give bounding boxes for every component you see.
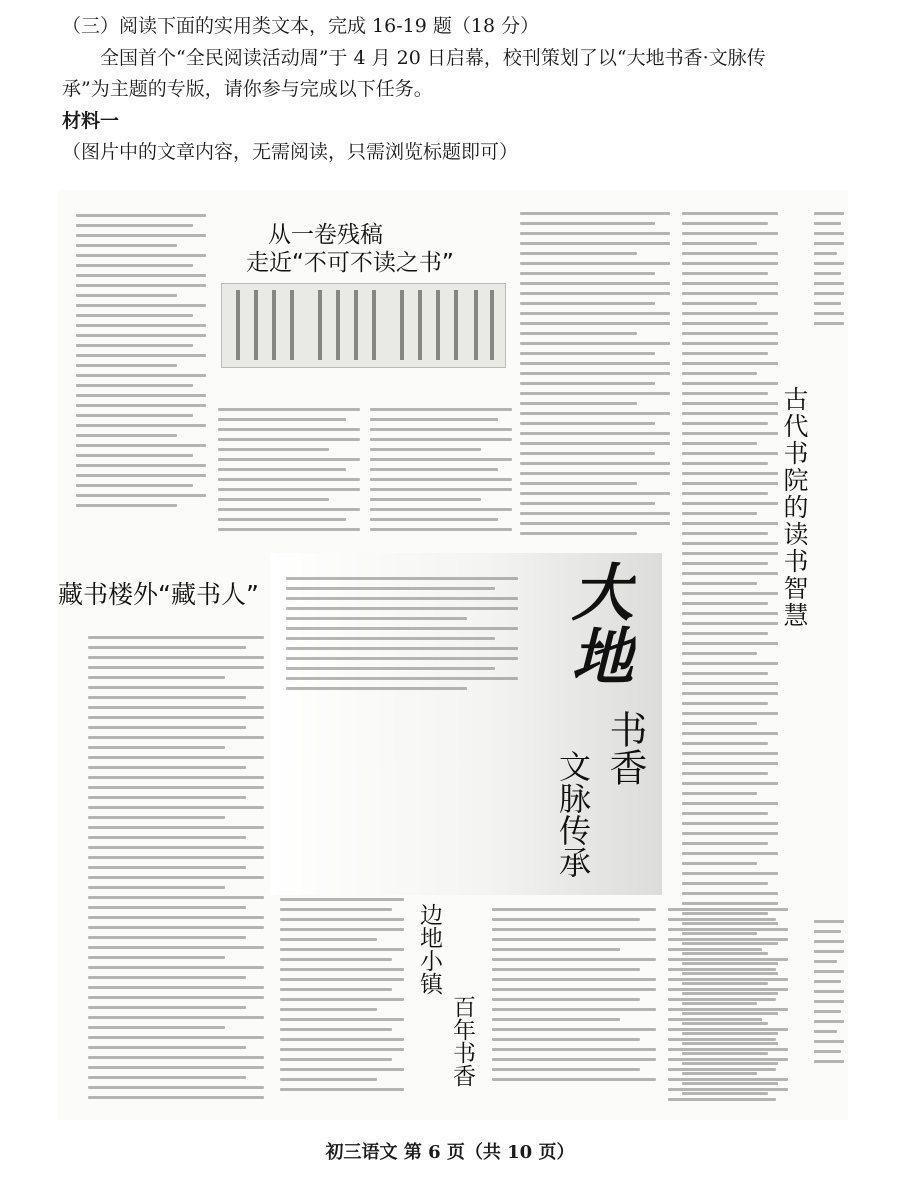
banner-main-title: 大地 — [561, 560, 634, 688]
article-title-bottom-b: 百年书香 — [449, 995, 475, 1087]
intro-line-1: 全国首个“全民阅读活动周”于 4 月 20 日启幕，校刊策划了以“大地书香·文脉传 — [100, 47, 766, 69]
banner-subtitle-wenmai: 文脉传承 — [554, 750, 592, 878]
article-text-column — [520, 212, 670, 542]
article-text-column — [218, 408, 360, 538]
manuscript-image — [221, 283, 506, 368]
question-header — [0, 0, 900, 190]
article-title-right: 古代书院的读书智慧 — [780, 386, 809, 629]
article-text-column — [814, 920, 844, 1070]
article-title-top-line2: 走近“不可不读之书” — [246, 250, 454, 276]
article-text-column — [370, 408, 512, 538]
banner-subtitle-shuxiang: 书香 — [603, 710, 647, 786]
article-text-column — [492, 908, 656, 1088]
article-text-column — [76, 214, 206, 514]
question-title: （三）阅读下面的实用类文本，完成 16-19 题（18 分） — [62, 15, 540, 37]
banner-intro-text — [286, 577, 518, 697]
article-title-top-line1: 从一卷残稿 — [268, 222, 383, 248]
article-title-left: 藏书楼外“藏书人” — [58, 580, 259, 609]
article-text-column — [668, 908, 788, 1108]
article-text-column — [88, 636, 264, 1106]
newspaper-clipping — [58, 190, 848, 1120]
page-footer: 初三语文 第 6 页（共 10 页） — [325, 1142, 575, 1163]
intro-line-2: 承”为主题的专版，请你参与完成以下任务。 — [62, 78, 433, 100]
article-text-column — [280, 898, 404, 1098]
article-title-bottom-a: 边地小镇 — [416, 903, 442, 995]
article-text-column — [814, 212, 844, 332]
material-label: 材料一 — [62, 110, 120, 132]
material-note: （图片中的文章内容，无需阅读，只需浏览标题即可） — [62, 141, 519, 163]
